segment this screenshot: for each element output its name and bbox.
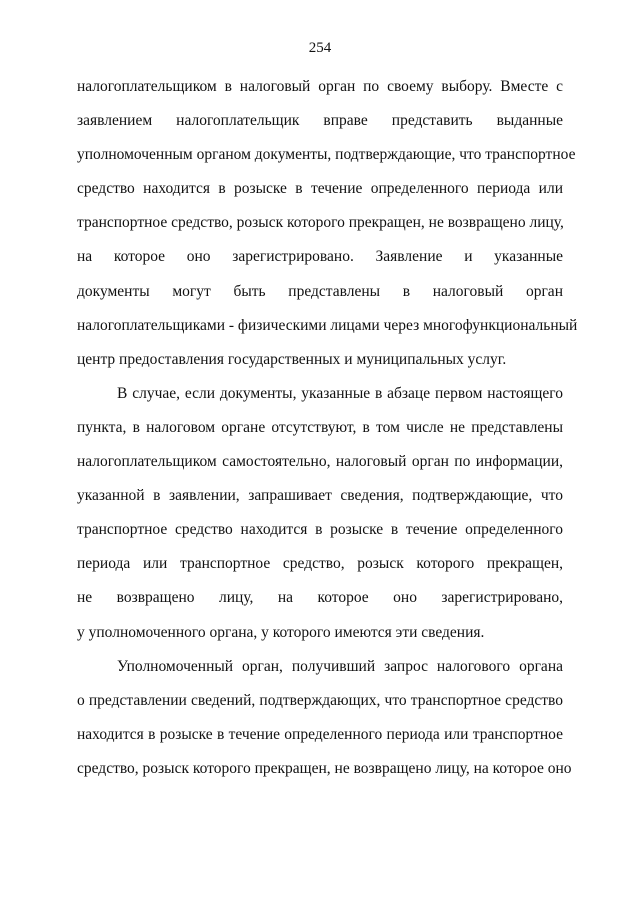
text-line: налогоплательщиком самостоятельно, налоговый орган по информации, xyxy=(77,453,563,471)
text-line: налогоплательщиками - физическими лицами через многофункциональный xyxy=(77,316,578,334)
text-line: о представлении сведений, подтверждающих, что транспортное средство xyxy=(77,691,563,709)
paragraph-1 xyxy=(77,76,578,383)
text-line: средство, розыск которого прекращен, не возвращено лицу, на которое оно xyxy=(77,759,572,777)
paragraph-3 xyxy=(77,656,572,792)
text-line: пункта, в налоговом органе отсутствуют, в том числе не представлены xyxy=(77,418,563,436)
text-line: транспортное средство находится в розыске в течение определенного xyxy=(77,521,563,539)
text-line: Уполномоченный орган, получивший запрос налогового органа xyxy=(117,657,563,675)
text-line: у уполномоченного органа, у которого имеются эти сведения. xyxy=(77,623,485,641)
text-line: центр предоставления государственных и муниципальных услуг. xyxy=(77,350,507,368)
text-line: на которое оно зарегистрировано. Заявление и указанные xyxy=(77,248,563,266)
text-line: транспортное средство, розыск которого прекращен, не возвращено лицу, xyxy=(77,214,564,232)
text-line: указанной в заявлении, запрашивает сведения, подтверждающие, что xyxy=(77,487,563,505)
text-line: не возвращено лицу, на которое оно зарегистрировано, xyxy=(77,589,563,607)
text-line: налогоплательщиком в налоговый орган по своему выбору. Вместе с xyxy=(77,78,563,95)
text-line: документы могут быть представлены в налоговый орган xyxy=(77,282,563,300)
text-line: находится в розыске в течение определенного периода или транспортное xyxy=(77,725,563,743)
text-line: В случае, если документы, указанные в абзаце первом настоящего xyxy=(117,384,563,402)
text-line: уполномоченным органом документы, подтверждающие, что транспортное xyxy=(77,146,576,164)
document-body xyxy=(77,76,578,792)
text-line: заявлением налогоплательщик вправе представить выданные xyxy=(77,112,563,130)
text-line: средство находится в розыске в течение определенного периода или xyxy=(77,180,563,198)
paragraph-2 xyxy=(77,383,563,656)
text-line: периода или транспортное средство, розыск которого прекращен, xyxy=(77,555,563,573)
page-number: 254 xyxy=(308,40,332,56)
